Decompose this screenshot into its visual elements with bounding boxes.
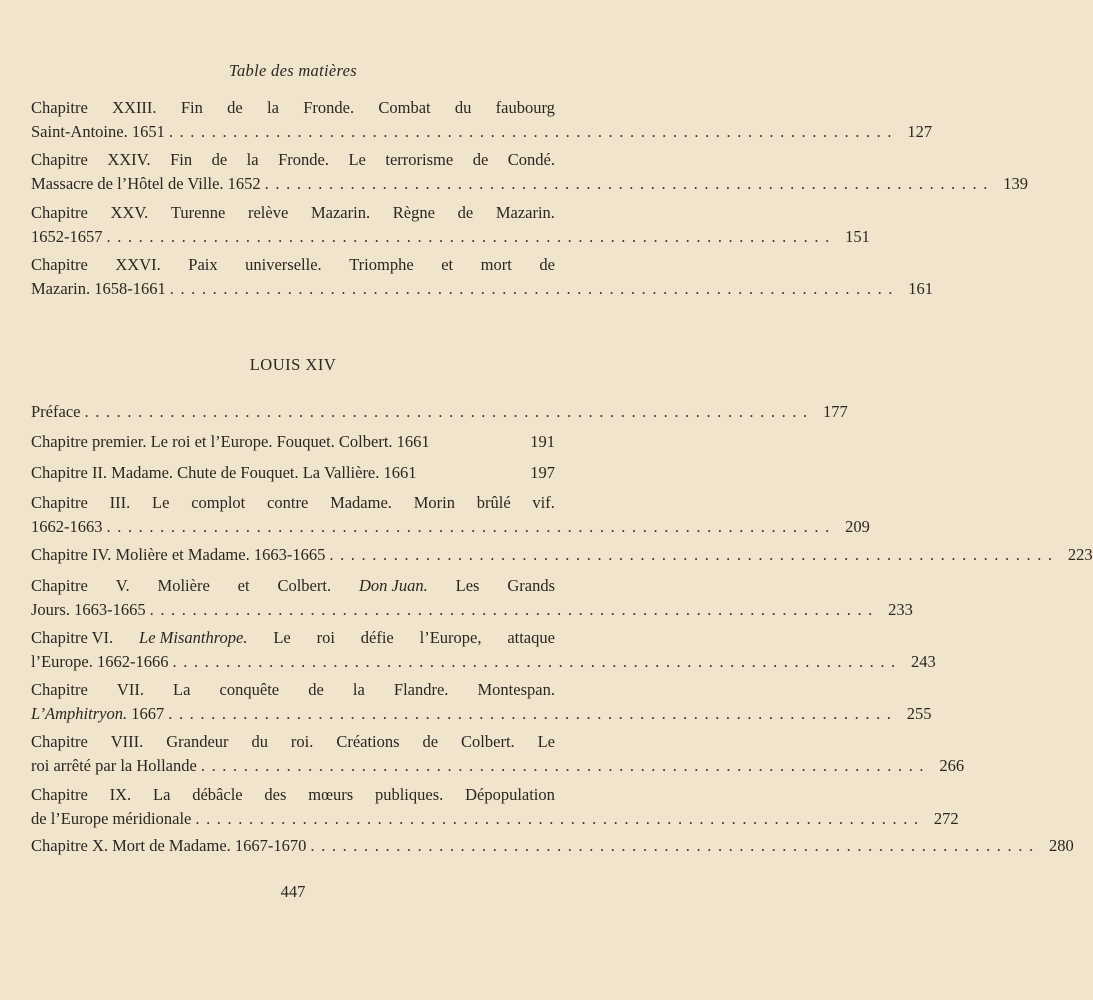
word: de [308,680,324,699]
word: faubourg [495,98,555,117]
dot-leader: .................................................................... [264,174,994,193]
work-title: Don Juan. [358,576,428,595]
word: du [454,98,472,117]
word: de [227,98,243,117]
toc-entry-chapitre-xxiv [31,148,1028,196]
word: Chapitre [31,150,88,169]
year: 1667 [131,704,165,723]
word: terrorisme [385,150,454,169]
page-number: 272 [933,809,959,828]
word: et [237,576,250,595]
dot-leader: .................................................................... [106,227,836,246]
word: La [173,680,191,699]
running-head: Table des matières [229,61,357,80]
dot-leader: .................................................................... [310,836,1040,855]
word: la [352,680,365,699]
page-number: 191 [530,432,555,451]
word: Paix [188,255,218,274]
toc-entry-line1 [31,730,555,754]
toc-entry-text: l’Europe. 1662-1666 [31,652,169,671]
toc-entry-line2 [31,225,870,249]
page-folio: 447 [280,882,306,901]
word: attaque [507,628,555,647]
toc-entry-line1 [31,253,555,277]
page-number: 233 [888,600,913,619]
work-title: Le Misanthrope. [139,628,248,647]
word: Le [537,732,555,751]
word: Le [348,150,366,169]
toc-entry-chapitre-ix [31,783,959,831]
toc-entry-chapitre-ii [31,461,555,485]
work-title: L’Amphitryon. [31,704,128,723]
toc-entry-chapitre-iv [31,543,1093,567]
word: La [153,785,171,804]
toc-entry-chapitre-xxiii [31,96,933,144]
dot-leader: .................................................................... [84,402,814,421]
word: publiques. [374,785,444,804]
word: roi [316,628,335,647]
dot-leader: .................................................................... [169,279,900,298]
word: Chapitre [31,732,88,751]
word: XXIV. [107,150,151,169]
word: Chapitre [31,255,88,274]
word: Combat [378,98,431,117]
page-number: 139 [1003,174,1028,193]
word: Molière [157,576,210,595]
toc-entry-line1 [31,148,555,172]
toc-entry-line1 [31,461,555,485]
toc-entry-chapitre-vi [31,626,936,674]
page-number: 209 [845,517,870,536]
word: Montespan. [477,680,555,699]
word: Fronde. [303,98,355,117]
toc-entry-line1 [31,400,848,424]
page-number: 223 [1067,545,1093,564]
word: universelle. [245,255,322,274]
word: XXV. [110,203,149,222]
word: Turenne [170,203,226,222]
word: mort [480,255,512,274]
toc-entry-line1 [31,834,1074,858]
toc-entry-text: 1662-1663 [31,517,103,536]
toc-entry-text: Jours. 1663-1665 [31,600,146,619]
page-number: 243 [911,652,936,671]
toc-entry-text: de l’Europe méridionale [31,809,192,828]
book-page [31,0,1093,1000]
word: Madame. [330,493,392,512]
toc-entry-line2 [31,650,936,674]
word: Mazarin. [310,203,371,222]
word: Fronde. [278,150,329,169]
dot-leader: .................................................................... [106,517,836,536]
toc-entry-chapitre-iii [31,491,870,539]
word: la [267,98,279,117]
word: XXIII. [112,98,157,117]
word: Chapitre [31,203,88,222]
toc-entry-line1 [31,626,555,650]
word: de [539,255,555,274]
toc-entry-line2 [31,598,913,622]
dot-leader: .................................................................... [329,545,1059,564]
toc-entry-chapitre-v [31,574,913,622]
chapter-label: Chapitre VI. [31,628,114,647]
dot-leader: .................................................................... [200,756,931,775]
dot-leader: .................................................................... [168,704,898,723]
word: et [441,255,454,274]
toc-entry-line1 [31,678,555,702]
toc-entry-text: roi arrêté par la Hollande [31,756,197,775]
word: Chapitre [31,98,88,117]
toc-entry-line1 [31,574,555,598]
toc-entry-line1 [31,491,555,515]
toc-entry-chapitre-xxvi [31,253,934,301]
word: VII. [116,680,144,699]
word: Mazarin. [495,203,555,222]
word: Créations [336,732,400,751]
word: Dépopulation [465,785,555,804]
toc-entry-line2 [31,120,933,144]
word: vif. [532,493,555,512]
word: Règne [392,203,435,222]
dot-leader: .................................................................... [172,652,902,671]
toc-entry-line2 [31,807,959,831]
toc-entry-line1 [31,543,1093,567]
word: conquête [219,680,280,699]
toc-entry-line2 [31,702,932,726]
word: Fin [170,150,193,169]
page-number: 280 [1048,836,1074,855]
word: Triomphe [349,255,414,274]
word: relève [247,203,289,222]
toc-entry-line1 [31,96,555,120]
page-number: 255 [906,704,932,723]
word: brûlé [476,493,511,512]
toc-entry-text: Chapitre IV. Molière et Madame. 1663-1665 [31,545,326,564]
word: la [246,150,259,169]
page-number: 177 [823,402,848,421]
toc-entry-chapitre-xxv [31,201,870,249]
word: complot [191,493,246,512]
word: VIII. [110,732,144,751]
toc-entry-line2 [31,172,1028,196]
word: de [422,732,439,751]
word: IX. [109,785,132,804]
toc-entry-line1 [31,783,555,807]
word: XXVI. [115,255,161,274]
word: mœurs [308,785,354,804]
word: défie [360,628,394,647]
toc-entry-line2 [31,754,965,778]
toc-entry-text: Chapitre II. Madame. Chute de Fouquet. La Vallière. 1661 [31,463,417,482]
toc-entry-chapitre-x [31,834,1074,858]
toc-entry-chapitre-viii [31,730,965,778]
toc-entry-text [31,702,164,726]
toc-entry-text: Chapitre premier. Le roi et l’Europe. Fouquet. Colbert. 1661 [31,432,430,451]
word: de [211,150,228,169]
page-number: 161 [908,279,934,298]
word: Chapitre [31,493,88,512]
word: Flandre. [393,680,449,699]
word: Grands [507,576,555,595]
word: l’Europe, [419,628,482,647]
page-number: 266 [939,756,965,775]
page-number: 151 [845,227,870,246]
word: Chapitre [31,680,88,699]
word: III. [109,493,131,512]
word: roi. [290,732,314,751]
word: Le [273,628,291,647]
page-number: 127 [907,122,933,141]
toc-entry-text: Mazarin. 1658-1661 [31,279,166,298]
toc-entry-line1 [31,430,555,454]
word: Condé. [507,150,555,169]
section-title: LOUIS XIV [249,355,337,374]
toc-entry-text: Préface [31,402,81,421]
dot-leader: .................................................................... [149,600,879,619]
page-number: 197 [530,463,555,482]
word: Morin [413,493,455,512]
toc-entry-chapitre-vii [31,678,932,726]
word: Colbert. [277,576,332,595]
word: Chapitre [31,785,88,804]
toc-entry-line1 [31,201,555,225]
word: Colbert. [461,732,515,751]
word: Fin [180,98,203,117]
word: Grandeur [166,732,229,751]
word: des [264,785,287,804]
toc-entry-text: Saint-Antoine. 1651 [31,122,165,141]
word: Les [455,576,480,595]
word: contre [267,493,309,512]
toc-entry-text: Massacre de l’Hôtel de Ville. 1652 [31,174,261,193]
toc-entry-text: 1652-1657 [31,227,103,246]
word: du [251,732,268,751]
toc-entry-line2 [31,515,870,539]
dot-leader: .................................................................... [168,122,899,141]
dot-leader: .................................................................... [195,809,925,828]
word: de [472,150,489,169]
toc-entry-text: Chapitre X. Mort de Madame. 1667-1670 [31,836,307,855]
word: Chapitre [31,576,88,595]
toc-entry-chapitre-premier [31,430,555,454]
toc-entry-line2 [31,277,934,301]
word: débâcle [192,785,243,804]
toc-entry-preface [31,400,848,424]
word: Le [152,493,170,512]
word: de [457,203,474,222]
word: V. [115,576,130,595]
